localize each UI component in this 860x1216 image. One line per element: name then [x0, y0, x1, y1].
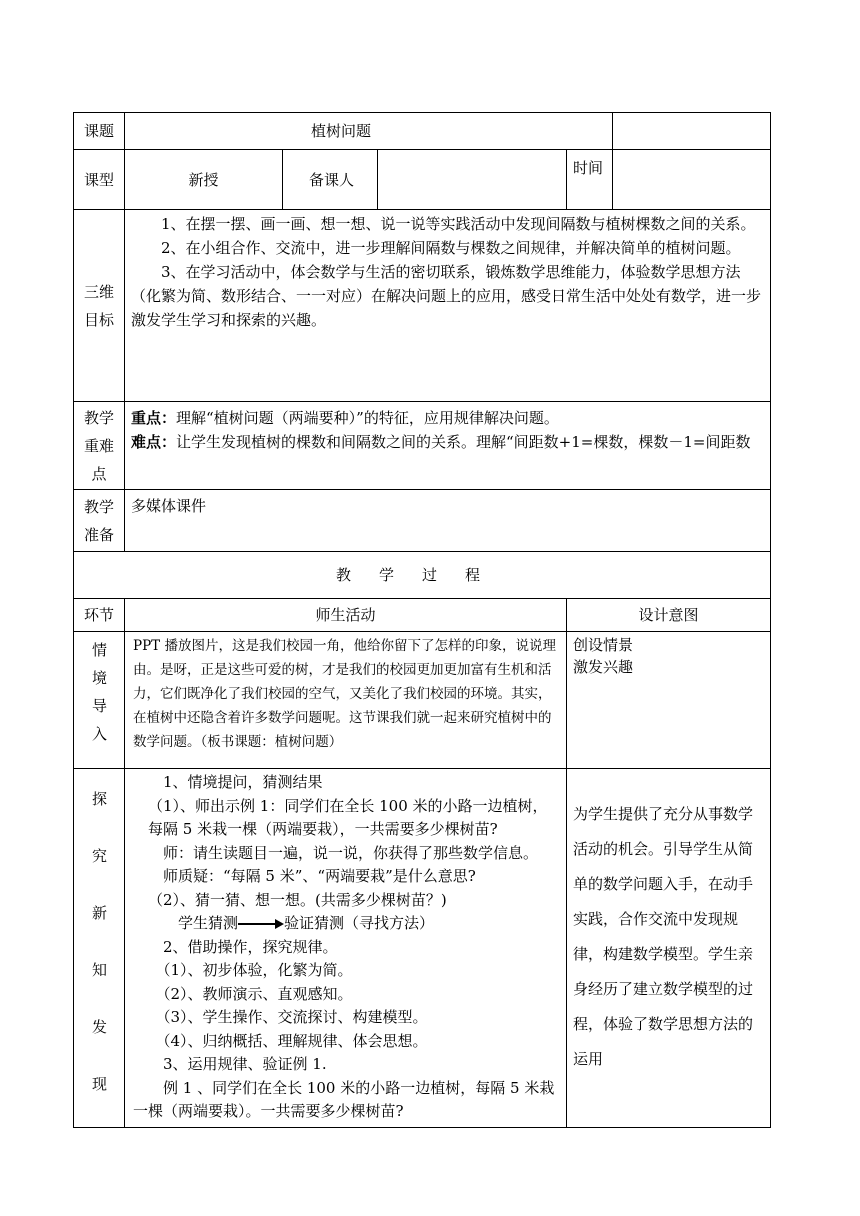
- goals-content: [125, 210, 771, 402]
- stage2-line-11: （4）、归纳概括、理解规律、体会思想。: [155, 1031, 428, 1050]
- verify-guess-text: 验证猜测（寻找方法）: [284, 914, 435, 932]
- lesson-plan-table: [73, 112, 771, 1128]
- stage2-line-12: 3、运用规律、验证例 1.: [163, 1055, 327, 1073]
- key-points-label: 教学重难点: [74, 402, 125, 490]
- type-label: [74, 150, 125, 210]
- stage1-activity-text: PPT 播放图片，这是我们校园一角，他给你留下了怎样的印象，说说理由。是呀，正是这些可爱的树，才是我们的校园更加更加富有生机和活力，它们既净化了我们校园的空气，又美化了我们校园的环境。其实，在植树中还隐含着许多数学问题呢。这节课我们就一起来研究植树中的数学问题。（板书课题：植树问题）: [133, 638, 556, 750]
- prep-label: 教学准备: [74, 490, 125, 552]
- prep-content: [125, 490, 771, 552]
- stage2-label: [74, 769, 125, 1128]
- difficulty-point: [131, 430, 764, 454]
- stage1-design-line1: 创设情景: [573, 636, 634, 654]
- stage2-line-5: （2）、猜一猜、想一想。(共需多少棵树苗？): [148, 890, 447, 909]
- goal-item-3: 3、在学习活动中，体会数学与生活的密切联系，锻炼数学思维能力，体验数学思想方法（化繁为简、数形结合、一一对应）在解决问题上的应用，感受日常生活中处处有数学，进一步激发学生学习和探索的兴趣。: [131, 263, 762, 329]
- topic-value: 植树问题: [125, 113, 613, 150]
- stage2-line-10: （3）、学生操作、交流探讨、构建模型。: [155, 1008, 428, 1026]
- preparer-value: [378, 150, 567, 210]
- stage2-design: [567, 769, 771, 1128]
- stage2-label-text: 探究新知发现: [92, 790, 108, 1093]
- stage2-line-1: 1、情境提问，猜测结果: [163, 773, 323, 791]
- col-activity-header: 师生活动: [125, 599, 567, 632]
- stage1-label-text: 情境导入: [92, 641, 108, 743]
- stage2-activity: [125, 769, 567, 1128]
- stage2-line-13: 例 1 、同学们在全长 100 米的小路一边植树，每隔 5 米栽一棵（两端要栽）。一共需要多少棵树苗?: [133, 1078, 555, 1120]
- stage2-line-7: 2、借助操作，探究规律。: [163, 937, 338, 956]
- type-row: [74, 150, 771, 210]
- type-value: 新授: [125, 150, 283, 210]
- goals-label: 三维目标: [74, 210, 125, 402]
- stage1-label: [74, 632, 125, 769]
- stage2-line-9: （2）、教师演示、直观感知。: [155, 984, 353, 1003]
- key-point: [131, 406, 764, 430]
- prep-row: [74, 490, 771, 552]
- stage2-line-4: 师质疑：“每隔 5 米”、“两端要栽”是什么意思?: [163, 867, 476, 885]
- topic-extra-cell: [613, 113, 771, 150]
- preparer-label: 备课人: [283, 150, 378, 210]
- stage2-line-3: 师：请生读题目一遍，说一说，你获得了那些数学信息。: [163, 843, 539, 862]
- student-guess-text: 学生猜测: [178, 914, 239, 932]
- stage1-design: [567, 632, 771, 769]
- key-point-label: 重点：: [131, 409, 177, 427]
- key-point-text: 理解“植树问题（两端要种）”的特征，应用规律解决问题。: [176, 409, 559, 427]
- difficulty-text: 让学生发现植树的棵数和间隔数之间的关系。理解“间距数+1=棵数，棵数－1=间距数: [176, 433, 751, 451]
- key-points-content: [125, 402, 771, 490]
- stage1-design-line2: 激发兴趣: [573, 658, 634, 676]
- goals-row: [74, 210, 771, 402]
- stage2-design-text: 为学生提供了充分从事数学活动的机会。引导学生从简单的数学问题入手，在动手实践，合作交流中发现规律，构建数学模型。学生亲身经历了建立数学模型的过程，体验了数学思想方法的运用: [573, 805, 754, 1068]
- col-design-header: 设计意图: [567, 599, 771, 632]
- topic-label: 课题: [74, 113, 125, 150]
- topic-row: [74, 113, 771, 150]
- stage2-line-8: （1）、初步体验，化繁为简。: [155, 961, 353, 979]
- goal-item-1: 1、在摆一摆、画一画、想一想、说一说等实践活动中发现间隔数与植树棵数之间的关系。: [161, 215, 756, 233]
- stage2-line-2: （1）、师出示例 1：同学们在全长 100 米的小路一边植树，每隔 5 米栽一棵（两端要栽），一共需要多少棵树苗?: [148, 796, 548, 838]
- process-header-row: [74, 599, 771, 632]
- stage2-row: [74, 769, 771, 1128]
- time-value: [613, 150, 771, 210]
- difficulty-label: 难点：: [131, 433, 177, 451]
- time-label: 时间: [567, 150, 613, 210]
- goal-item-2: 2、在小组合作、交流中，进一步理解间隔数与棵数之间规律，并解决简单的植树问题。: [161, 239, 741, 257]
- type-label-text: 课型: [83, 170, 114, 189]
- stage2-line-6: [133, 912, 558, 936]
- process-title: 教学过程: [74, 552, 771, 599]
- col-stage-header: 环节: [74, 599, 125, 632]
- prep-text: 多媒体课件: [131, 497, 207, 515]
- stage1-activity: [125, 632, 567, 769]
- process-title-row: [74, 552, 771, 599]
- stage1-row: [74, 632, 771, 769]
- key-points-row: [74, 402, 771, 490]
- right-arrow-icon: [238, 919, 284, 929]
